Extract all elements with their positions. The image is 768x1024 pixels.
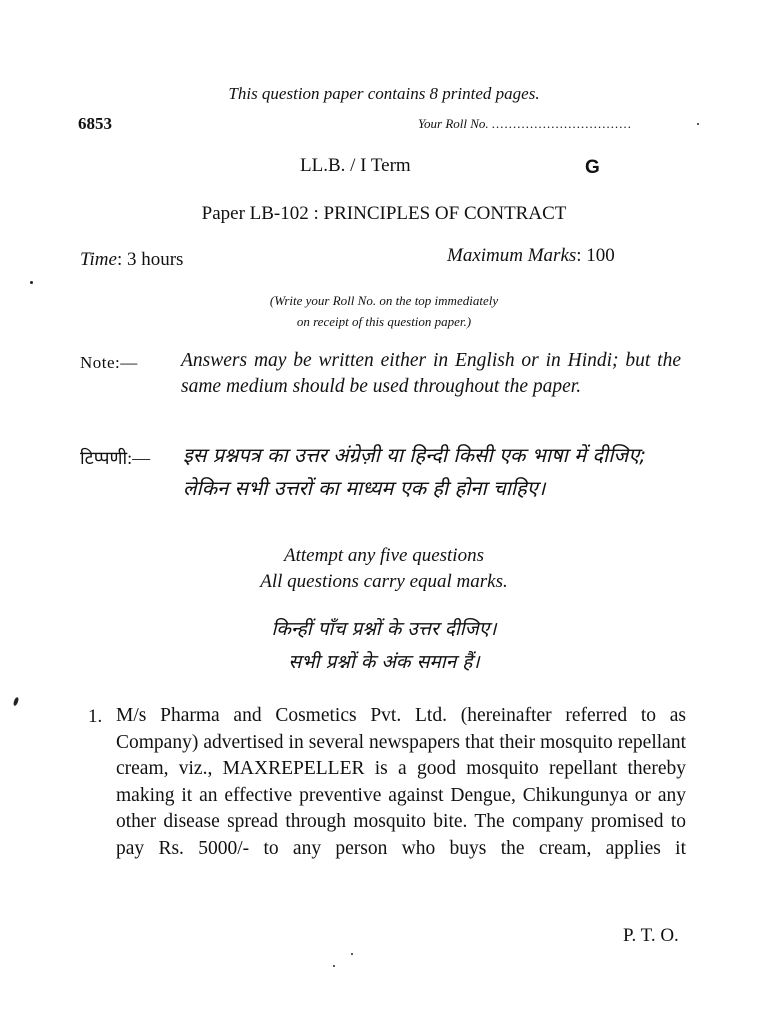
roll-instruction [0,290,768,332]
scan-speck [333,965,335,967]
maximum-marks [447,245,615,267]
roll-number-field [418,116,632,132]
attempt-five: Attempt any five questions [284,545,484,566]
time-label: Time [80,249,117,270]
roll-label: Your Roll No. [418,116,489,131]
scan-speck [13,697,20,707]
question-1-number: 1. [88,706,103,727]
hindi-attempt-instructions [0,613,768,679]
scan-speck [697,123,699,125]
time-allowed [80,249,183,271]
paper-title: Paper LB-102 : PRINCIPLES OF CONTRACT [201,203,567,224]
hindi-equal-marks: सभी प्रश्नों के अंक समान हैं। [288,651,480,673]
please-turn-over: P. T. O. [623,925,679,946]
marks-value: : 100 [576,245,615,266]
pages-note: This question paper contains 8 printed pages. [228,84,540,103]
note-label: Note:— [80,353,138,372]
hindi-attempt-five: किन्हीं पाँच प्रश्नों के उत्तर दीजिए। [271,618,497,640]
roll-instruction-line-2: on receipt of this question paper.) [296,314,472,329]
scan-speck [351,953,353,955]
time-value: : 3 hours [116,249,184,270]
attempt-instructions [0,543,768,595]
course-title: LL.B. / I Term [300,155,411,176]
roll-dots: ................................. [491,116,633,131]
equal-marks: All questions carry equal marks. [260,571,508,592]
question-1-text: M/s Pharma and Cosmetics Pvt. Ltd. (hereinafter referred to as Company) advertised in several newspapers that their mosquito repellant cream, viz., MAXREPELLER is a good mosquito repellant thereby making it an effective preventive against Dengue, Chikungunya or any other disease spread through mosquito bite. The company promised to pay Rs. 5000/- to any person who buys the cream, applies it [116,705,686,859]
hindi-note-text: इस प्रश्नपत्र का उत्तर अंग्रेज़ी या हिन्दी किसी एक भाषा में दीजिए; लेकिन सभी उत्तरों का माध्यम एक ही होना चाहिए। [183,443,647,500]
roll-instruction-line-1: (Write your Roll No. on the top immediately [269,293,499,308]
note-text: Answers may be written either in English or in Hindi; but the same medium should be used throughout the paper. [181,350,681,397]
scan-speck [30,281,33,284]
marks-label: Maximum Marks [447,245,577,266]
hindi-note-label: टिप्पणी:— [80,448,151,468]
paper-code: 6853 [78,114,112,133]
set-letter: G [585,157,600,178]
